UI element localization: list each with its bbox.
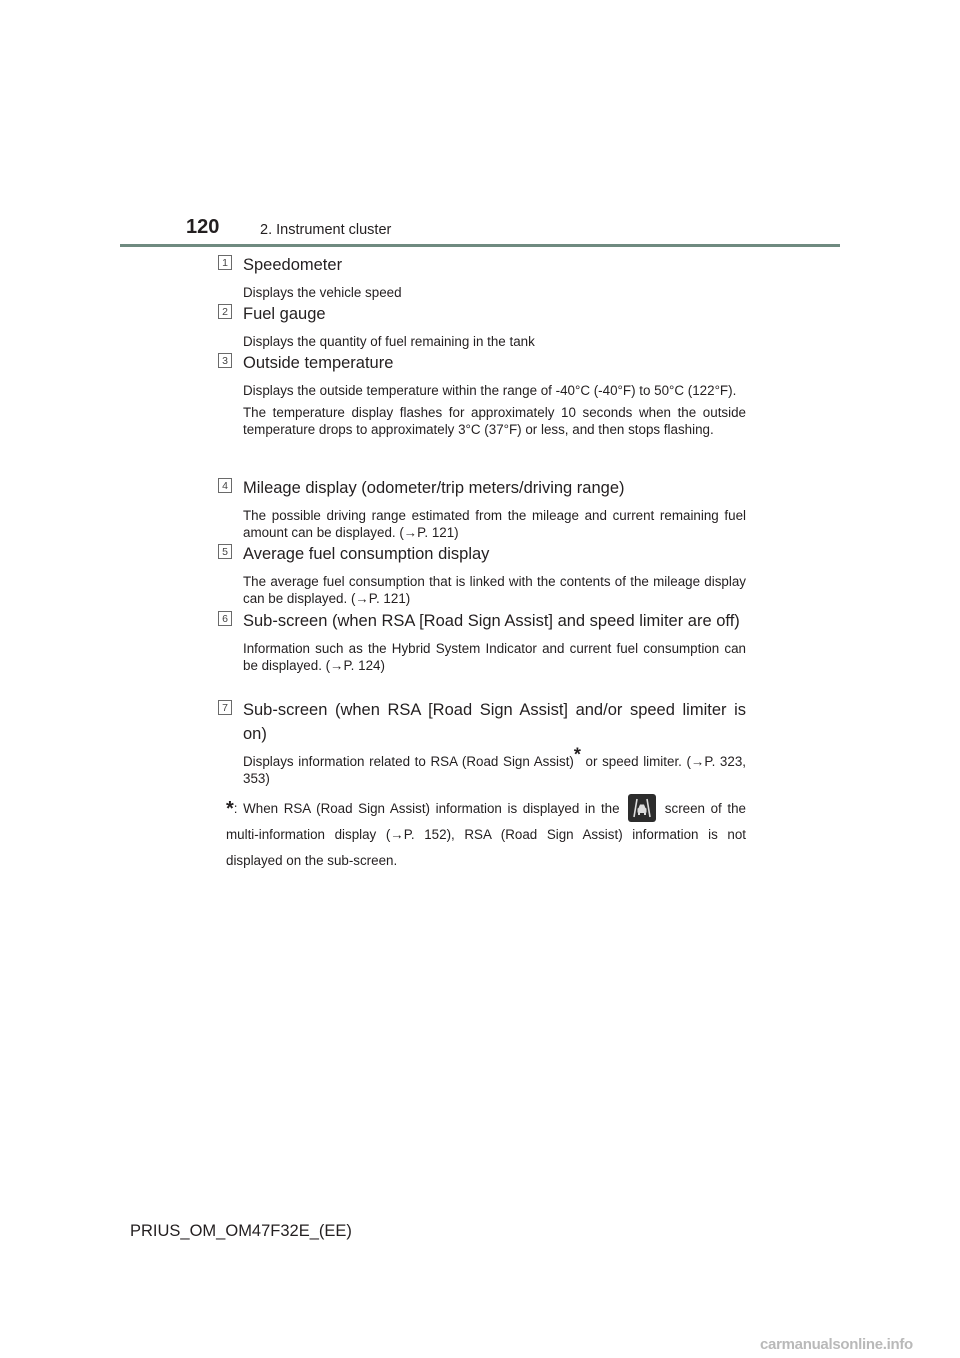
item-description: Displays the outside temperature within the range of -40°C (-40°F) to 50°C (122°F). The temperature display flashes for approximately 10 seconds when the outside temperature drops to approximately 3°C (37°F) or less, and then stops flashing.: [243, 383, 746, 437]
driving-assist-icon: [628, 794, 656, 822]
item-number-badge: 3: [218, 353, 232, 368]
list-item: [218, 351, 746, 443]
description-text: Displays information related to RSA (Road Sign Assist): [243, 754, 574, 769]
item-description: The possible driving range estimated from the mileage and current remaining fuel amount can be displayed. (→P. 121): [243, 508, 746, 540]
item-description: Displays the vehicle speed: [243, 285, 402, 300]
section-title: 2. Instrument cluster: [260, 222, 392, 238]
item-number-badge: 6: [218, 611, 232, 626]
footnote-marker: *: [573, 744, 581, 765]
page-number: 120: [186, 216, 220, 238]
list-item: [218, 542, 746, 612]
header-rule: [120, 244, 840, 247]
item-title: Average fuel consumption display: [243, 545, 490, 563]
item-number-badge: 5: [218, 544, 232, 559]
item-description: [243, 744, 746, 787]
item-number-badge: 1: [218, 255, 232, 270]
document-code: PRIUS_OM_OM47F32E_(EE): [130, 1222, 352, 1240]
item-number-badge: 7: [218, 700, 232, 715]
item-title: Fuel gauge: [243, 305, 326, 323]
item-description: The average fuel consumption that is linked with the contents of the mileage display can be displayed. (→P. 121): [243, 574, 746, 606]
item-title: Outside temperature: [243, 354, 394, 372]
list-item: [218, 609, 746, 679]
item-number-badge: 4: [218, 478, 232, 493]
item-description: Information such as the Hybrid System Indicator and current fuel consumption can be displayed. (→P. 124): [243, 641, 746, 673]
description-text: or speed limiter. (→P. 323, 353): [243, 754, 746, 786]
list-item: [218, 253, 746, 306]
footnote-text: : When RSA (Road Sign Assist) information is displayed in the: [233, 801, 620, 816]
watermark: carmanualsonline.info: [760, 1336, 913, 1353]
footnote-text: screen of the multi-information display (→P. 152), RSA (Road Sign Assist) information is not displayed on the sub-screen.: [226, 801, 746, 868]
item-description: Displays the quantity of fuel remaining in the tank: [243, 334, 535, 349]
list-item: [218, 302, 746, 355]
item-title: Sub-screen (when RSA [Road Sign Assist] and speed limiter are off): [243, 612, 740, 630]
list-item: [218, 476, 746, 546]
item-title: Sub-screen (when RSA [Road Sign Assist] and/or speed limiter is on): [243, 701, 746, 743]
item-title: Mileage display (odometer/trip meters/driving range): [243, 479, 625, 497]
item-title: Speedometer: [243, 256, 343, 274]
footnote-star: *: [226, 798, 234, 820]
list-item: [218, 698, 746, 792]
footnote: [226, 794, 746, 874]
item-number-badge: 2: [218, 304, 232, 319]
